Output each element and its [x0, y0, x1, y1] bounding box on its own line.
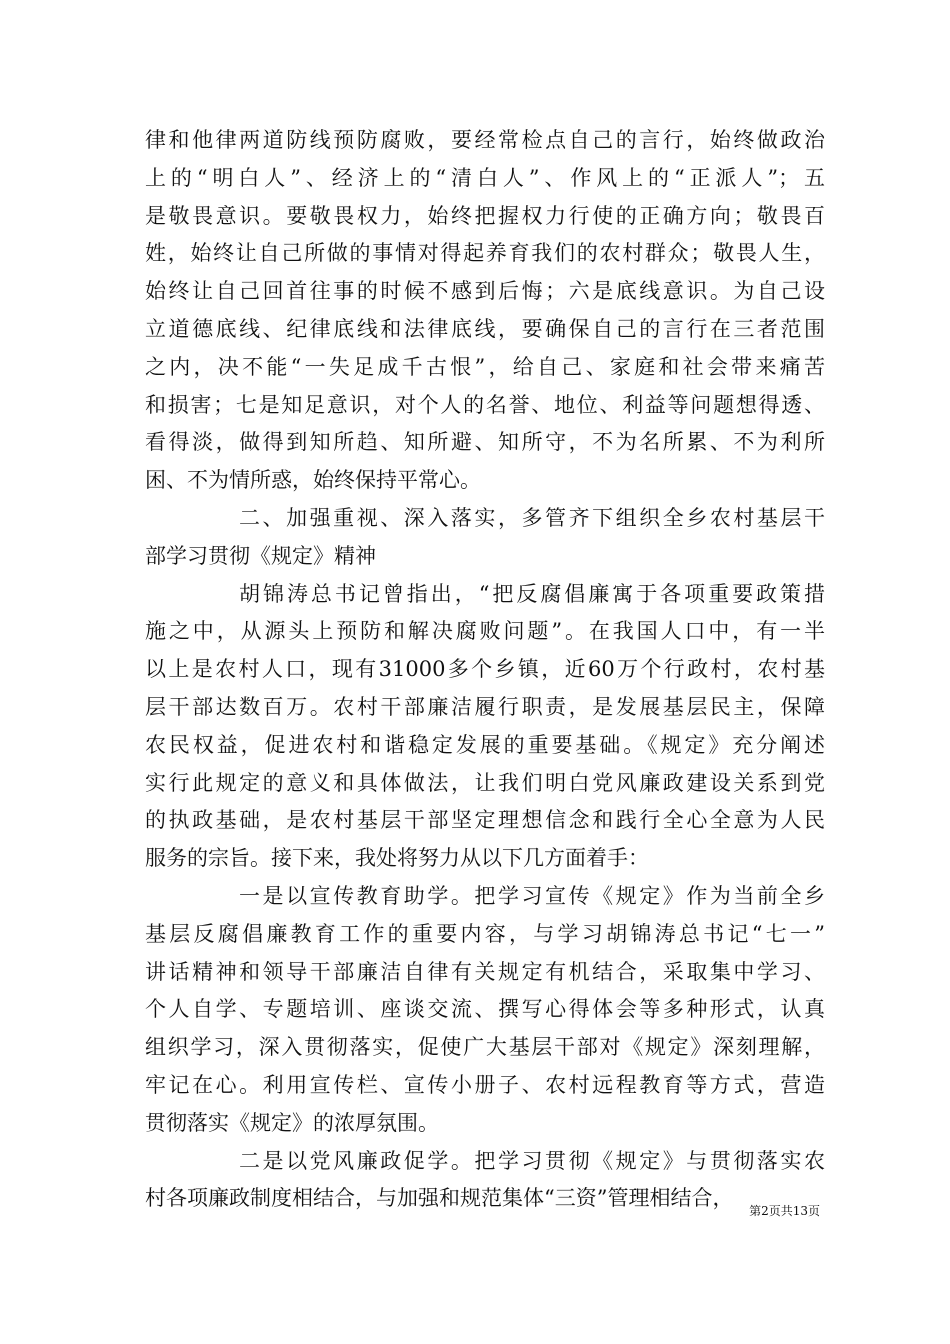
text-line: 是敬畏意识。要敬畏权力，始终把握权力行使的正确方向；敬畏百: [145, 203, 825, 228]
text-line: 和损害；七是知足意识，对个人的名誉、地位、利益等问题想得透、: [145, 392, 825, 417]
text-line: 组织学习，深入贯彻落实，促使广大基层干部对《规定》深刻理解，: [145, 1035, 825, 1060]
text-line: 基层反腐倡廉教育工作的重要内容，与学习胡锦涛总书记“七一”: [145, 921, 825, 946]
text-line: 二是以党风廉政促学。把学习贯彻《规定》与贯彻落实农: [239, 1148, 825, 1173]
text-line: 困、不为情所惑，始终保持平常心。: [145, 468, 481, 493]
text-line: 以上是农村人口，现有31000多个乡镇，近60万个行政村，农村基: [145, 657, 825, 682]
text-line: 实行此规定的意义和具体做法，让我们明白党风廉政建设关系到党: [145, 770, 825, 795]
text-line: 部学习贯彻《规定》精神: [145, 543, 376, 568]
paragraph: [145, 500, 825, 576]
text-line: 服务的宗旨。接下来，我处将努力从以下几方面着手：: [145, 846, 649, 871]
text-line: 之内，决不能“一失足成千古恨”，给自己、家庭和社会带来痛苦: [145, 354, 825, 379]
text-line: 胡锦涛总书记曾指出，“把反腐倡廉寓于各项重要政策措: [239, 581, 825, 606]
text-line: 层干部达数百万。农村干部廉洁履行职责，是发展基层民主，保障: [145, 694, 825, 719]
text-line: 个人自学、专题培训、座谈交流、撰写心得体会等多种形式，认真: [145, 997, 825, 1022]
page-number-footer: 第2页共13页: [749, 1204, 820, 1218]
text-line: 村各项廉政制度相结合，与加强和规范集体“三资”管理相结合，: [145, 1186, 734, 1211]
text-line: 牢记在心。利用宣传栏、宣传小册子、农村远程教育等方式，营造: [145, 1072, 825, 1097]
text-line: 贯彻落实《规定》的浓厚氛围。: [145, 1110, 439, 1135]
document-body: [145, 122, 825, 1218]
paragraph: [145, 878, 825, 1143]
text-line: 一是以宣传教育助学。把学习宣传《规定》作为当前全乡: [239, 883, 825, 908]
text-line: 施之中，从源头上预防和解决腐败问题”。在我国人口中，有一半: [145, 619, 825, 644]
text-line: 看得淡，做得到知所趋、知所避、知所守，不为名所累、不为利所: [145, 430, 825, 455]
paragraph: [145, 122, 825, 500]
text-line: 姓，始终让自己所做的事情对得起养育我们的农村群众；敬畏人生，: [145, 241, 825, 266]
text-line: 讲话精神和领导干部廉洁自律有关规定有机结合，采取集中学习、: [145, 959, 825, 984]
text-line: 上的“明白人”、经济上的“清白人”、作风上的“正派人”；五: [145, 165, 825, 190]
text-line: 始终让自己回首往事的时候不感到后悔；六是底线意识。为自己设: [145, 279, 825, 304]
text-line: 二、加强重视、深入落实，多管齐下组织全乡农村基层干: [239, 505, 825, 530]
paragraph: [145, 576, 825, 878]
text-line: 立道德底线、纪律底线和法律底线，要确保自己的言行在三者范围: [145, 316, 825, 341]
text-line: 律和他律两道防线预防腐败，要经常检点自己的言行，始终做政治: [145, 128, 825, 152]
text-line: 农民权益，促进农村和谐稳定发展的重要基础。《规定》充分阐述: [145, 732, 825, 757]
text-line: 的执政基础，是农村基层干部坚定理想信念和践行全心全意为人民: [145, 808, 825, 833]
